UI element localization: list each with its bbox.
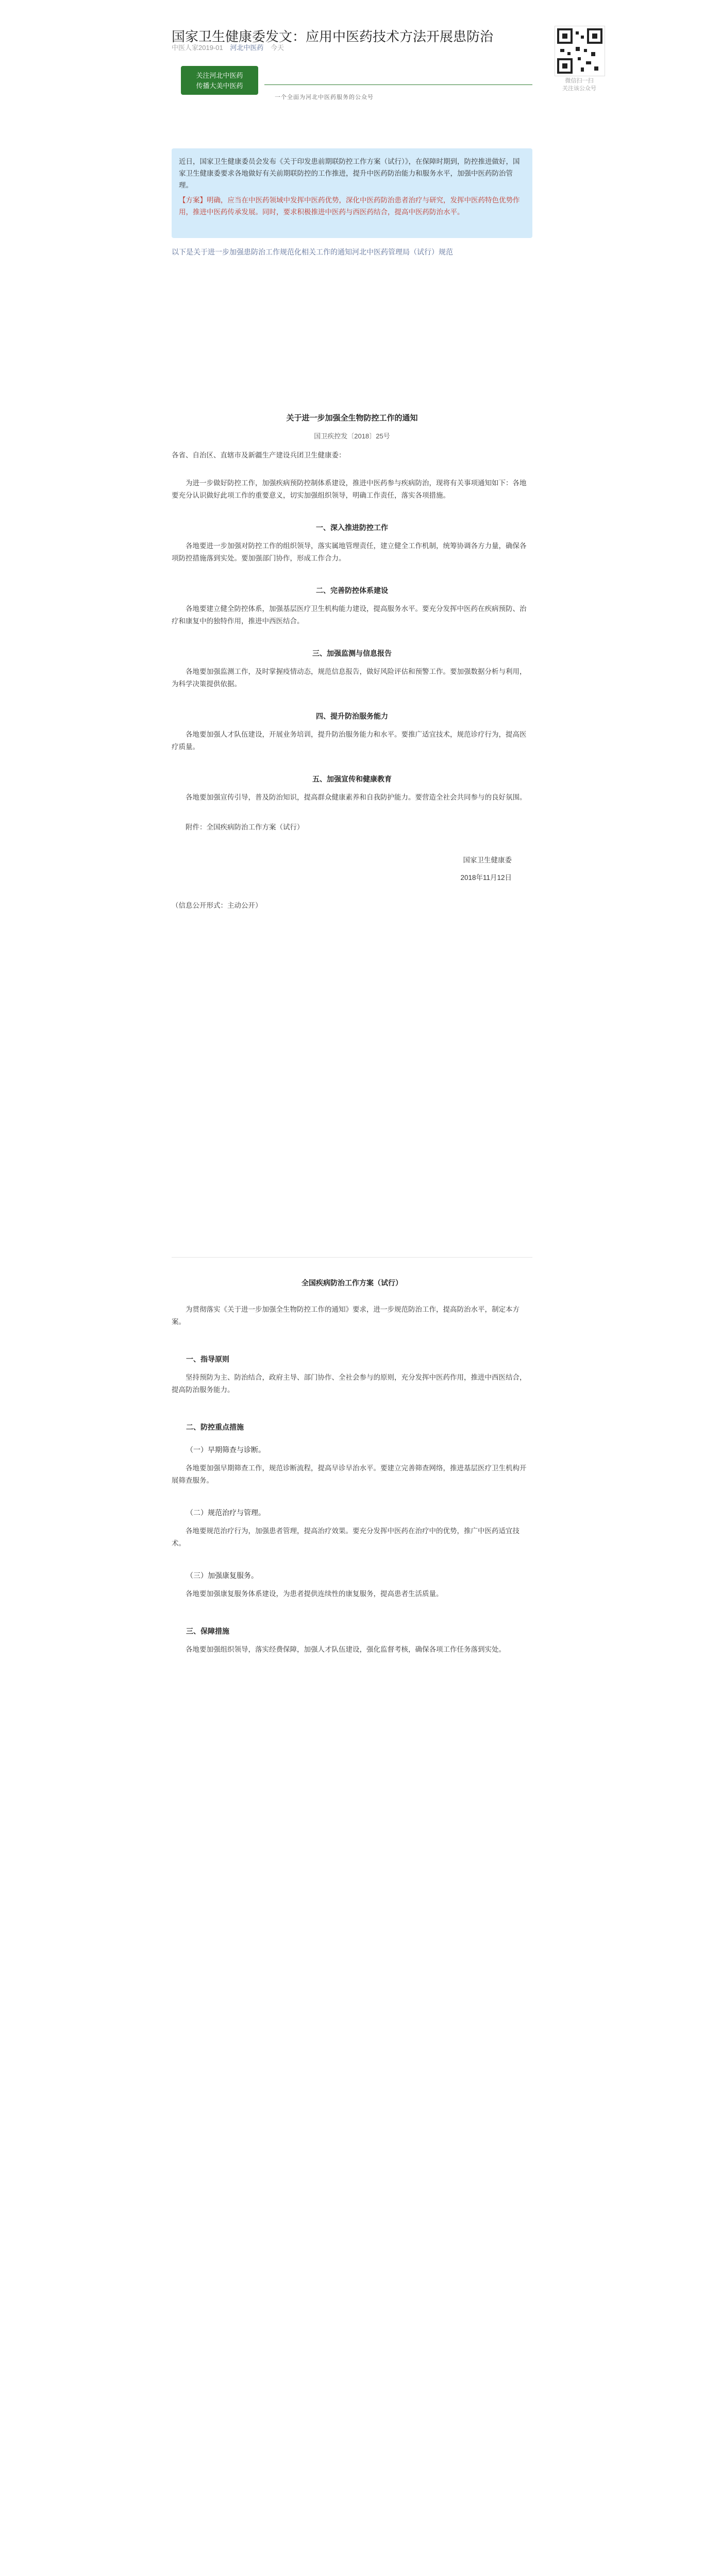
notice-link[interactable]: 以下是关于进一步加强患防治工作规范化相关工作的通知河北中医药管理局（试行）规范	[172, 248, 453, 256]
plan-body	[172, 1278, 532, 1656]
document-salutation: 各省、自治区、直辖市及新疆生产建设兵团卫生健康委：	[172, 451, 346, 459]
plan-subsection-heading: （二）规范治疗与管理。	[186, 1509, 265, 1517]
section-divider	[172, 1257, 532, 1258]
account-logo	[181, 66, 258, 95]
section-heading: 三、加强监测与信息报告	[312, 649, 392, 657]
plan-section-paragraph: 坚持预防为主、防治结合，政府主导、部门协作、全社会参与的原则，充分发挥中医药作用，推进中西医结合，提高防治服务能力。	[172, 1374, 527, 1394]
document-body	[172, 449, 532, 912]
document-info: （信息公开形式：主动公开）	[172, 902, 262, 909]
section-paragraph: 各地要建立健全防控体系，加强基层医疗卫生机构能力建设，提高服务水平。要充分发挥中医药在疾病预防、治疗和康复中的独特作用，推进中西医结合。	[172, 605, 527, 625]
article-author-link[interactable]: 河北中医药	[230, 44, 264, 52]
logo-line-1: 关注河北中医药	[196, 72, 243, 79]
document-attachment: 附件：全国疾病防治工作方案（试行）	[186, 823, 304, 831]
document-title: 关于进一步加强全生物防控工作的通知	[286, 414, 418, 422]
plan-subsection-heading: （三）加强康复服务。	[186, 1571, 258, 1580]
plan-subsection-heading: （一）早期筛查与诊断。	[186, 1446, 265, 1454]
qr-code-icon	[555, 26, 605, 76]
intro-paragraph-1: 近日，国家卫生健康委员会发布《关于印发患前期联防控工作方案（试行）》，在保障时期到，防控推进做好，国家卫生健康委要求各地做好有关前期联防控的工作推进，提升中医药防治能力和服务水平，加强中医药防治管理。	[179, 158, 520, 189]
section-paragraph: 各地要进一步加强对防控工作的组织领导，落实属地管理责任，建立健全工作机制，统筹协调各方力量，确保各项防控措施落到实处。要加强部门协作，形成工作合力。	[172, 542, 527, 562]
plan-subsection-paragraph: 各地要加强早期筛查工作，规范诊断流程，提高早诊早治水平。要建立完善筛查网络，推进基层医疗卫生机构开展筛查服务。	[172, 1464, 527, 1484]
plan-section-paragraph: 各地要加强组织领导，落实经费保障，加强人才队伍建设，强化监督考核，确保各项工作任务落到实处。	[186, 1646, 506, 1653]
article-title: 国家卫生健康委发文：应用中医药技术方法开展患防治	[172, 29, 494, 45]
qr-caption: 微信扫一扫 关注该公众号	[562, 78, 596, 92]
section-heading: 一、深入推进防控工作	[316, 523, 388, 532]
intro-paragraph-2: 【方案】明确，应当在中医药领域中发挥中医药优势，深化中医药防治患者治疗与研究，发挥中医药特色优势作用，推进中医药传承发展。同时，要求积极推进中医药与西医药结合，提高中医药防治水平。	[179, 196, 520, 216]
banner-divider	[264, 84, 532, 85]
article-meta	[172, 42, 289, 52]
plan-intro: 为贯彻落实《关于进一步加强全生物防控工作的通知》要求，进一步规范防治工作，提高防治水平，制定本方案。	[172, 1306, 519, 1326]
plan-section-heading: 三、保障措施	[186, 1627, 229, 1635]
document-sign-date: 2018年11月12日	[460, 874, 512, 882]
section-heading: 四、提升防治服务能力	[316, 712, 388, 720]
intro-box	[172, 148, 532, 238]
section-paragraph: 各地要加强宣传引导，普及防治知识，提高群众健康素养和自我防护能力。要营造全社会共同参与的良好氛围。	[186, 793, 527, 801]
document-paragraph: 为进一步做好防控工作，加强疾病预防控制体系建设，推进中医药参与疾病防治，现将有关事项通知如下：各地要充分认识做好此项工作的重要意义，切实加强组织领导，明确工作责任，落实各项措施。	[172, 479, 527, 499]
plan-section-heading: 一、指导原则	[186, 1355, 229, 1363]
section-paragraph: 各地要加强监测工作，及时掌握疫情动态，规范信息报告，做好风险评估和预警工作。要加强数据分析与利用，为科学决策提供依据。	[172, 668, 527, 688]
section-heading: 五、加强宣传和健康教育	[312, 775, 392, 783]
section-paragraph: 各地要加强人才队伍建设，开展业务培训，提升防治服务能力和水平。要推广适宜技术，规范诊疗行为，提高医疗质量。	[172, 731, 527, 751]
plan-subsection-paragraph: 各地要加强康复服务体系建设，为患者提供连续性的康复服务，提高患者生活质量。	[186, 1590, 443, 1598]
plan-section-heading: 二、防控重点措施	[186, 1423, 244, 1431]
section-heading: 二、完善防控体系建设	[316, 586, 388, 595]
document-signature: 国家卫生健康委	[463, 856, 512, 864]
article-date: 中医人家2019-01	[172, 44, 223, 52]
plan-subsection-paragraph: 各地要规范治疗行为，加强患者管理，提高治疗效果。要充分发挥中医药在治疗中的优势，推广中医药适宜技术。	[172, 1527, 519, 1547]
account-banner	[172, 61, 532, 117]
banner-subtitle: 一个全面为河北中医药服务的公众号	[275, 94, 374, 100]
document-number: 国卫疾控发〔2018〕25号	[314, 432, 390, 440]
logo-line-2: 传播大美中医药	[196, 82, 243, 90]
plan-title: 全国疾病防治工作方案（试行）	[301, 1279, 403, 1287]
article-tag: 今天	[270, 44, 284, 52]
